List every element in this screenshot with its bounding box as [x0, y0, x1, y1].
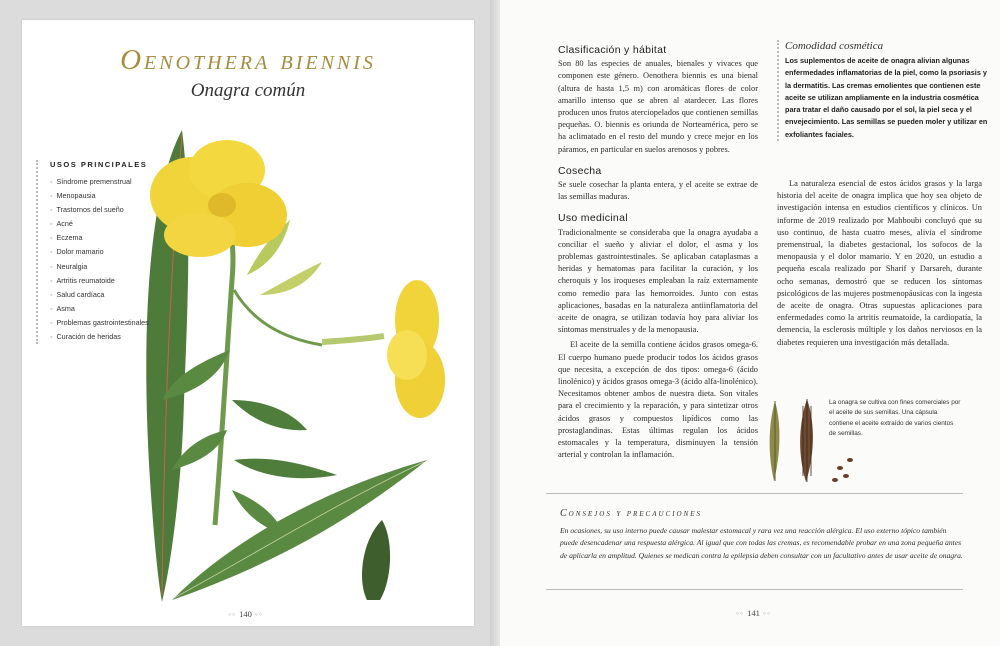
list-item: ◦ Salud cardíaca [50, 288, 200, 302]
research-text: La naturaleza esencial de estos ácidos grasos y la larga historia del aceite de onagra implica que hoy sea objeto de investigación intensa en estudios científicos y clínicos. Un informe de 2019 realizado por Mahboubi concluyó que su uso continuo, de hasta cuatro meses, alivia el síndrome premenstrual, la diabetes gestacional, los sofocos de la menopausia y el dolor mamario. Y en 2020, un estudio a pequeña escala realizado por Sharif y Darsareh, durante ocho semanas, demostró que se reducen los síntomas psicológicos de las mujeres postmenopáusicas con la ingesta de aceite de onagra. Otras supuestas aplicaciones para enfermedades como la artritis reumatoide, la cardiopatía, la demencia, la esclerosis múltiple y los daños nerviosos en la diabetes requieren una investigación más detallada. [777, 179, 982, 347]
ornament-icon: ◦◦ [228, 609, 240, 619]
divider [546, 589, 963, 590]
list-item: ◦ Acné [50, 217, 200, 231]
list-item: ◦ Problemas gastrointestinales [50, 316, 200, 330]
list-item: ◦ Neuralgia [50, 260, 200, 274]
list-item: ◦ Artritis reumatoide [50, 274, 200, 288]
common-name: Onagra común [190, 80, 306, 101]
tips-text: En ocasiones, su uso interno puede causar malestar estomacal y rara vez una reacción alérgica. El uso externo tópico también puede desencadenar una respuesta alérgica. Al igual que con todas las cremas, es recomendable probar en una zona pequeña antes de aplicarla en amplitud. Quienes se medican contra la epilepsia deben consultar con un facultativo antes de usar aceite de onagra. [560, 526, 963, 560]
section-heading: Clasificación y hábitat [558, 44, 667, 56]
page-number-value: 140 [239, 609, 252, 619]
cosmetic-box [777, 40, 990, 141]
uses-list [50, 175, 200, 344]
left-column [558, 44, 758, 462]
harvest-text: Se suele cosechar la planta entera, y el aceite se extrae de las semillas maduras. [558, 180, 758, 202]
list-item: ◦ Curación de heridas [50, 330, 200, 344]
ornament-icon: ◦◦ [759, 608, 772, 618]
main-uses-box [36, 160, 200, 344]
medicinal-text: Tradicionalmente se consideraba que la onagra ayudaba a conciliar el sueño y aliviar el dolor, el asma y los problemas gastrointestinales. Se aplicaban cataplasmas a heridas y hematomas para facilitar la curación, y los cheroquis y los iroqueses empleaban la raíz externamente como remedio para las hemorroides. Junto con estas aplicaciones, basadas en la naturaleza antiinflamatoria del aceite de onagra, se utilizan todavía hoy para aliviar los síntomas menstruales y de la menopausia. [558, 227, 758, 335]
uses-heading: USOS PRINCIPALES [50, 160, 148, 169]
list-item: ◦ Trastornos del sueño [50, 203, 200, 217]
image-caption: La onagra se cultiva con fines comerciales por el aceite de sus semillas. Una cápsula contiene el aceite extraído de varios cientos de semillas. [829, 399, 961, 438]
ornament-icon: ◦◦ [251, 609, 264, 619]
tips-box [546, 493, 963, 562]
list-item: ◦ Menopausia [50, 189, 200, 203]
classification-text: Son 80 las especies de anuales, bienales y vivaces que componen este género. Oenothera biennis es una bienal (altura de hasta 1,5 m) con aromáticas flores de color amarillo intenso que se abren al atardecer. Las flores producen unos frutos aterciopelados que contienen semillas pequeñas. O. biennis es oriunda de Norteamérica, pero se ha aclimatado en el resto del mundo y crece mejor en los páramos, en particular en suelos arenosos y pobres. [558, 59, 758, 154]
right-column [777, 178, 982, 349]
section-heading: Uso medicinal [558, 212, 628, 225]
list-item: ◦ Síndrome premenstrual [50, 175, 200, 189]
medicinal-text: El aceite de la semilla contiene ácidos grasos omega-6. El cuerpo humano puede producir todos los ácidos grasos que necesita, a excepción de dos tipos: omega-6 (ácido linolénico) y ácidos grasos omega-3 (ácido alfa-linolénico). Necesitamos obtener ambos de nuestra dieta. Son vitales para el crecimiento y la reparación, y para sintetizar otros ácidos grasos y compuestos lipídicos como las prostaglandinas. Estas últimas regulan los ácidos estomacales y la temperatura, disminuyen la tensión arterial y controlan la inflamación. [558, 340, 758, 460]
right-page [500, 0, 1000, 646]
latin-title: Oenothera biennis [120, 44, 376, 76]
list-item: ◦ Asma [50, 302, 200, 316]
side-flower [322, 280, 445, 418]
cosmetic-text: Los suplementos de aceite de onagra alivian algunas enfermedades inflamatorias de la piel, como la psoriasis y la dermatitis. Las cremas emolientes que contienen este aceite se utilizan ampliamente en la industria cosmética para tratar el daño causado por el sol, la piel seca y el envejecimiento. Las semillas se pueden moler y utilizar en exfoliantes faciales. [785, 56, 988, 139]
section-heading: Cosecha [558, 164, 602, 177]
list-item: ◦ Dolor mamario [50, 245, 200, 259]
tips-heading: Consejos y precauciones [560, 508, 703, 519]
page-number-right [736, 608, 771, 618]
cosmetic-heading: Comodidad cosmética [785, 40, 884, 52]
list-item: ◦ Eczema [50, 231, 200, 245]
ornament-icon: ◦◦ [736, 608, 748, 618]
page-number-left [228, 609, 263, 619]
left-page-sheet [22, 20, 474, 626]
page-number-value: 141 [747, 608, 760, 618]
